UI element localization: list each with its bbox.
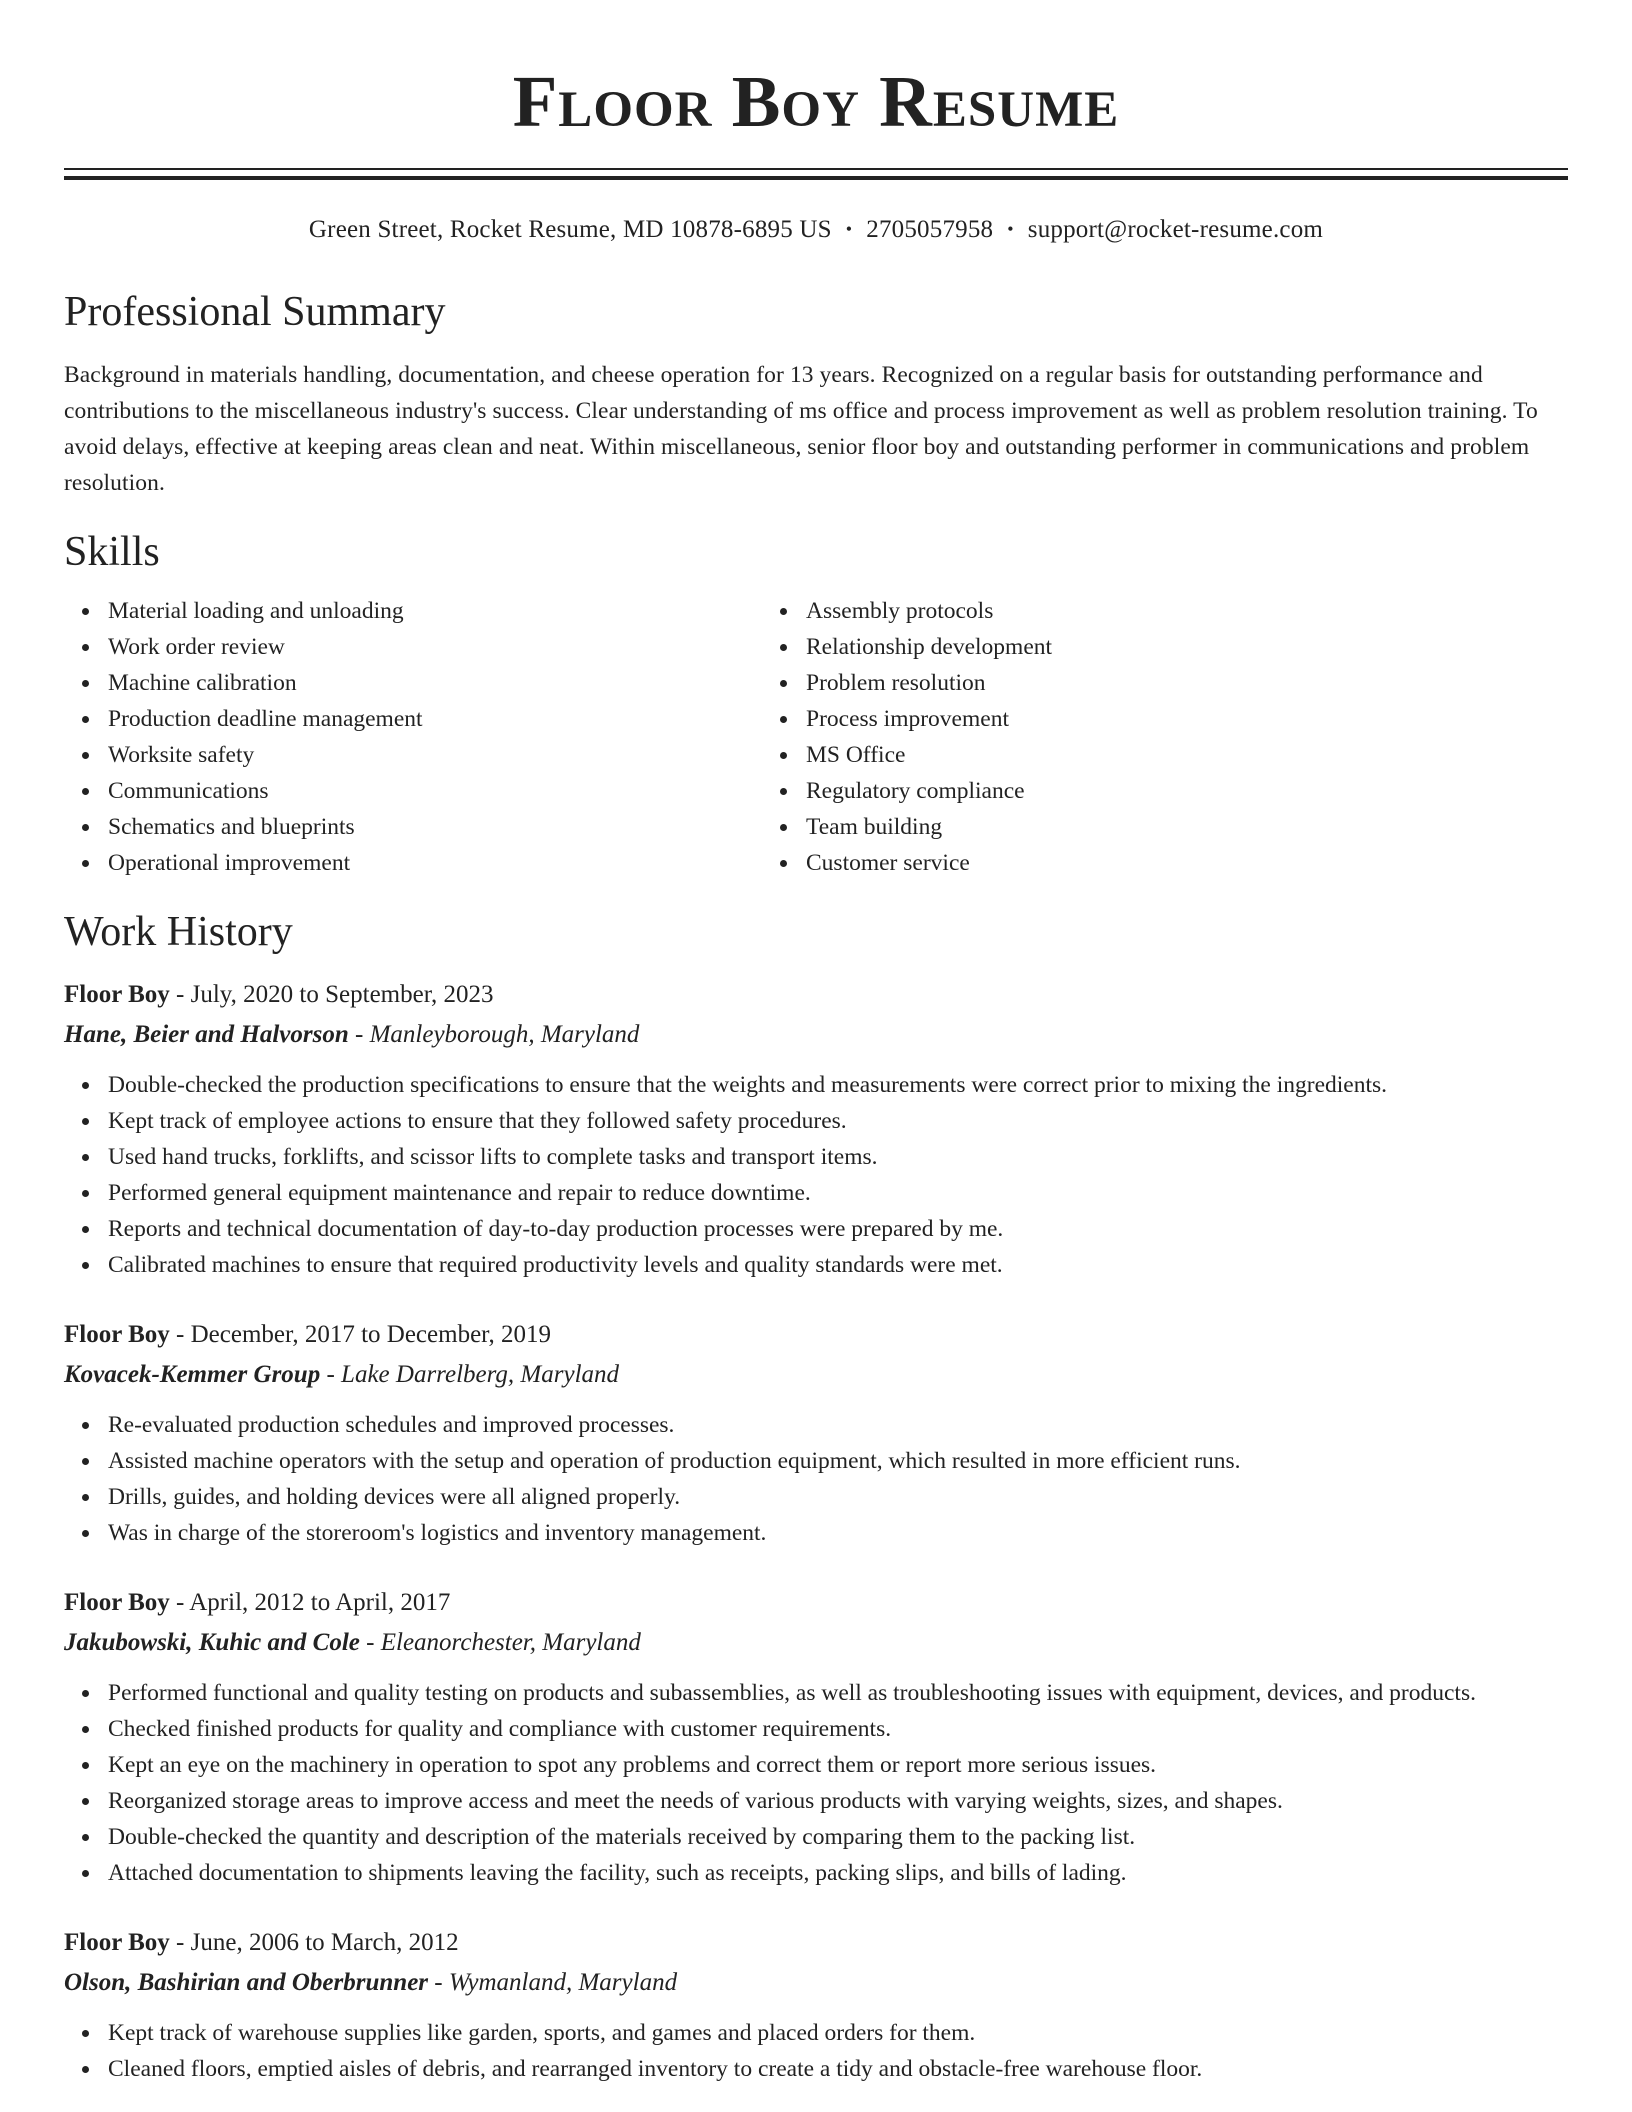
title-rule-thick (64, 176, 1568, 180)
job-bullets (64, 1407, 1568, 1551)
job-bullets (64, 2015, 1568, 2087)
company-location: - Lake Darrelberg, Maryland (326, 1361, 620, 1388)
job-title-line (64, 1583, 1568, 1623)
job-bullet: Double-checked the production specifications to ensure that the weights and measurements were correct prior to mixing the ingredients. (108, 1067, 1568, 1103)
job-bullet: Kept track of warehouse supplies like garden, sports, and games and placed orders for them. (108, 2015, 1568, 2051)
company-name: Jakubowski, Kuhic and Cole (64, 1629, 360, 1656)
job-bullet: Drills, guides, and holding devices were all aligned properly. (108, 1479, 1568, 1515)
summary-heading: Professional Summary (64, 289, 446, 335)
job-title-line (64, 1315, 1568, 1355)
job-bullet: Re-evaluated production schedules and improved processes. (108, 1407, 1568, 1443)
job-entry (64, 975, 1568, 1283)
skill-item: Assembly protocols (806, 593, 1568, 629)
job-bullet: Attached documentation to shipments leaving the facility, such as receipts, packing slips, and bills of lading. (108, 1855, 1568, 1891)
skill-item: Worksite safety (108, 737, 762, 773)
job-bullet: Double-checked the quantity and description of the materials received by comparing them to the packing list. (108, 1819, 1568, 1855)
skills-heading: Skills (64, 529, 160, 575)
job-entry (64, 1923, 1568, 2087)
company-name: Hane, Beier and Halvorson (64, 1021, 349, 1048)
title-rule-thin (64, 168, 1568, 170)
job-bullet: Assisted machine operators with the setup and operation of production equipment, which resulted in more efficient runs. (108, 1443, 1568, 1479)
skills-columns (64, 593, 1568, 881)
job-bullet: Kept an eye on the machinery in operation to spot any problems and correct them or report more serious issues. (108, 1747, 1568, 1783)
job-dates: - June, 2006 to March, 2012 (176, 1929, 459, 1956)
skills-list-left (64, 593, 762, 881)
company-name: Olson, Bashirian and Oberbrunner (64, 1969, 429, 1996)
contact-address: Green Street, Rocket Resume, MD 10878-6895 US (308, 216, 832, 243)
job-dates: - July, 2020 to September, 2023 (176, 981, 494, 1008)
skill-item: Material loading and unloading (108, 593, 762, 629)
skill-item: Schematics and blueprints (108, 809, 762, 845)
job-bullet: Performed general equipment maintenance and repair to reduce downtime. (108, 1175, 1568, 1211)
skill-item: MS Office (806, 737, 1568, 773)
job-title: Floor Boy (64, 1321, 170, 1348)
skill-item: Work order review (108, 629, 762, 665)
job-title-line (64, 1923, 1568, 1963)
skill-item: Production deadline management (108, 701, 762, 737)
job-bullet: Kept track of employee actions to ensure that they followed safety procedures. (108, 1103, 1568, 1139)
job-dates: - December, 2017 to December, 2019 (176, 1321, 551, 1348)
job-bullet: Calibrated machines to ensure that required productivity levels and quality standards were met. (108, 1247, 1568, 1283)
job-bullet: Used hand trucks, forklifts, and scissor lifts to complete tasks and transport items. (108, 1139, 1568, 1175)
resume-page (64, 0, 1568, 2087)
job-entry (64, 1315, 1568, 1551)
job-title-line (64, 975, 1568, 1015)
contact-line (64, 214, 1568, 245)
skill-item: Problem resolution (806, 665, 1568, 701)
contact-separator: • (845, 219, 853, 239)
job-bullets (64, 1067, 1568, 1283)
job-title: Floor Boy (64, 981, 170, 1008)
job-bullet: Reports and technical documentation of day-to-day production processes were prepared by me. (108, 1211, 1568, 1247)
job-bullet: Cleaned floors, emptied aisles of debris, and rearranged inventory to create a tidy and obstacle-free warehouse floor. (108, 2051, 1568, 2087)
company-line (64, 1015, 1568, 1055)
job-bullet: Reorganized storage areas to improve access and meet the needs of various products with varying weights, sizes, and shapes. (108, 1783, 1568, 1819)
skill-item: Machine calibration (108, 665, 762, 701)
skill-item: Communications (108, 773, 762, 809)
company-line (64, 1963, 1568, 2003)
contact-phone: 2705057958 (866, 216, 994, 243)
page-title: Floor Boy Resume (512, 61, 1120, 142)
skill-item: Operational improvement (108, 845, 762, 881)
job-dates: - April, 2012 to April, 2017 (176, 1589, 451, 1616)
company-line (64, 1623, 1568, 1663)
skills-list-right (762, 593, 1568, 881)
skill-item: Relationship development (806, 629, 1568, 665)
company-line (64, 1355, 1568, 1395)
skill-item: Process improvement (806, 701, 1568, 737)
company-location: - Wymanland, Maryland (434, 1969, 678, 1996)
job-bullets (64, 1675, 1568, 1891)
company-location: - Eleanorchester, Maryland (366, 1629, 641, 1656)
skill-item: Team building (806, 809, 1568, 845)
work-history-heading: Work History (64, 909, 293, 955)
job-entry (64, 1583, 1568, 1891)
skill-item: Regulatory compliance (806, 773, 1568, 809)
job-bullet: Performed functional and quality testing on products and subassemblies, as well as troubleshooting issues with equipment, devices, and products. (108, 1675, 1568, 1711)
summary-text: Background in materials handling, documentation, and cheese operation for 13 years. Recognized on a regular basis for outstanding performance and contributions to the miscellaneous industry's success. Clear understanding of ms office and process improvement as well as problem resolution training. To avoid delays, effective at keeping areas clean and neat. Within miscellaneous, senior floor boy and outstanding performer in communications and problem resolution. (64, 362, 1538, 496)
job-bullet: Checked finished products for quality and compliance with customer requirements. (108, 1711, 1568, 1747)
job-title: Floor Boy (64, 1929, 170, 1956)
contact-email: support@rocket-resume.com (1027, 216, 1324, 243)
contact-separator: • (1007, 219, 1014, 239)
company-location: - Manleyborough, Maryland (355, 1021, 640, 1048)
skill-item: Customer service (806, 845, 1568, 881)
job-title: Floor Boy (64, 1589, 170, 1616)
job-bullet: Was in charge of the storeroom's logistics and inventory management. (108, 1515, 1568, 1551)
company-name: Kovacek-Kemmer Group (64, 1361, 321, 1388)
